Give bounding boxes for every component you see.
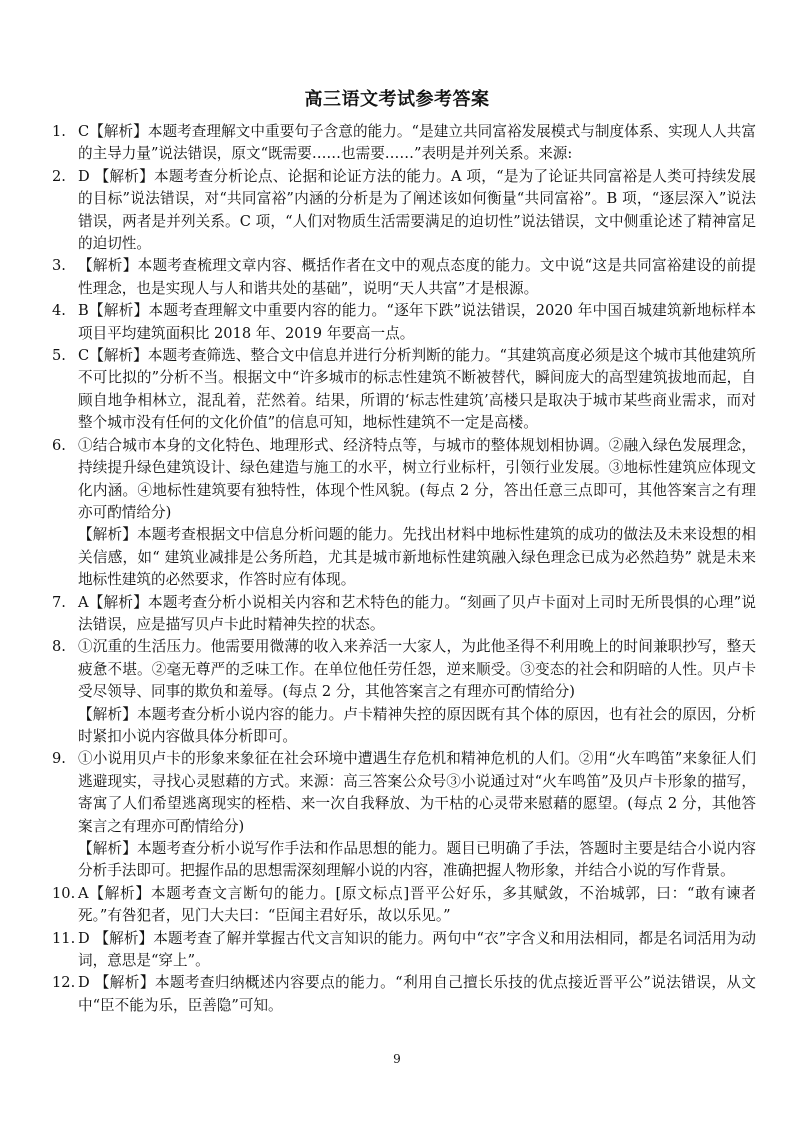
answer-text: ①小说用贝卢卡的形象来象征在社会环境中遭遇生存危机和精神危机的人们。②用“火车鸣笛”来象征人们逃避现实，寻找心灵慰藉的方式。来源：高三答案公众号③小说通过对“火车鸣笛”及贝卢卡形象的描写，寄寓了人们希望逃离现实的桎梏、来一次自我释放、为干枯的心灵带来慰藉的愿望。(每点 2 分，其他答案言之有理亦可酌情给分) [78, 750, 756, 835]
answer-text: D 【解析】本题考查了解并掌握古代文言知识的能力。两句中“衣”字含义和用法相同，都是名词活用为动词，意思是“穿上”。 [78, 929, 756, 970]
answer-text: ①结合城市本身的文化特色、地理形式、经济特点等，与城市的整体规划相协调。②融入绿色发展理念，持续提升绿色建筑设计、绿色建造与施工的水平，树立行业标杆，引领行业发展。③地标性建筑应体现文化内涵。④地标性建筑要有独特性，体现个性风貌。(每点 2 分，答出任意三点即可，其他答案言之有理亦可酌情给分) [78, 436, 756, 521]
answer-text: ①沉重的生活压力。他需要用微薄的收入来养活一大家人，为此他圣得不利用晚上的时间兼职抄写，整天疲惫不堪。②毫无尊严的乏味工作。在单位他任劳任怨，逆来顺受。③变态的社会和阴暗的人性。贝卢卡受尽领导、同事的欺负和羞辱。(每点 2 分，其他答案言之有理亦可酌情给分) [78, 638, 756, 701]
answer-item [44, 166, 756, 256]
answer-number: 8. [52, 638, 66, 656]
answer-explanation: 【解析】本题考查分析小说内容的能力。卢卡精神失控的原因既有其个体的原因，也有社会的原因，分析时紧扣小说内容做具体分析即可。 [78, 705, 756, 745]
answer-list [44, 121, 756, 1017]
answer-text: A【解析】本题考查分析小说相关内容和艺术特色的能力。“刻画了贝卢卡面对上司时无所畏惧的心理”说法错误，应是描写贝卢卡此时精神失控的状态。 [78, 593, 756, 633]
answer-number: 5. [52, 347, 66, 365]
answer-text: D 【解析】本题考查归纳概述内容要点的能力。“利用自己擅长乐技的优点接近晋平公”说法错误，从文中“臣不能为乐，臣善隐”可知。 [78, 974, 756, 1014]
answer-item [44, 121, 756, 166]
page-number: 9 [393, 1052, 401, 1066]
answer-item [44, 255, 756, 300]
answer-text: C【解析】本题考查理解文中重要句子含意的能力。“是建立共同富裕发展模式与制度体系、实现人人共富的主导力量”说法错误，原文“既需要……也需要……”表明是并列关系。来源: [78, 123, 756, 163]
answer-item [44, 883, 756, 928]
answer-text: 【解析】本题考查梳理文章内容、概括作者在文中的观点态度的能力。文中说“这是共同富裕建设的前提性理念，也是实现人与人和谐共处的基础”，说明“天人共富”才是根源。 [78, 257, 756, 297]
answer-number: 3. [52, 257, 66, 275]
answer-item [44, 972, 756, 1017]
answer-item [44, 435, 756, 592]
answer-number: 10. [52, 884, 76, 902]
answer-number: 12. [52, 974, 76, 992]
answer-number: 4. [52, 302, 66, 320]
answer-number: 11. [52, 929, 76, 947]
answer-text: C【解析】本题考查筛选、整合文中信息并进行分析判断的能力。“其建筑高度必须是这个城市其他建筑所不可比拟的”分析不当。根据文中“许多城市的标志性建筑不断被替代，瞬间庞大的高型建筑拔地而起，自顾自地争相林立，混乱着，茫然着。结果，所谓的‘标志性建筑’高楼只是取决于城市某些商业需求，而对整个城市没有任何的文化价值”的信息可知，地标性建筑不一定是高楼。 [78, 347, 756, 432]
answer-number: 7. [52, 593, 66, 611]
answer-item [44, 636, 756, 748]
answer-explanation: 【解析】本题考查分析小说写作手法和作品思想的能力。题目已明确了手法，答题时主要是结合小说内容分析手法即可。把握作品的思想需深刻理解小说的内容，准确把握人物形象，并结合小说的写作背景。 [78, 840, 756, 880]
answer-item [44, 345, 756, 435]
answer-text: B【解析】本题考查理解文中重要内容的能力。“逐年下跌”说法错误，2020 年中国百城建筑新地标样本项目平均建筑面积比 2018 年、2019 年要高一点。 [78, 302, 756, 342]
answer-number: 6. [52, 436, 66, 454]
answer-item [44, 748, 756, 882]
page-title: 高三语文考试参考答案 [304, 89, 490, 110]
answer-text: A【解析】本题考查文言断句的能力。[原文标点]晋平公好乐，多其赋敛，不治城郭，曰：“敢有谏者死。”有咎犯者，见门大夫曰：“臣闻主君好乐，故以乐见。” [78, 884, 756, 925]
answer-number: 1. [52, 123, 66, 140]
answer-explanation: 【解析】本题考查根据文中信息分析问题的能力。先找出材料中地标性建筑的成功的做法及未来设想的相关信感，如“ 建筑业减排是公务所趋，尤其是城市新地标性建筑融入绿色理念已成为必然趋势” 就是未来地标性建筑的必然要求，作答时应有体现。 [78, 526, 756, 589]
answer-number: 2. [52, 167, 66, 185]
answer-number: 9. [52, 750, 66, 768]
answer-item [44, 300, 756, 345]
answer-text: D 【解析】本题考查分析论点、论据和论证方法的能力。A 项，“是为了论证共同富裕是人类可持续发展的目标”说法错误，对“共同富裕”内涵的分析是为了阐述该如何衡量“共同富裕”。B 项，“逐层深入”说法错误，两者是并列关系。C 项，“人们对物质生活需要满足的迫切性”说法错误，文中侧重论述了精神富足的迫切性。 [78, 167, 756, 253]
answer-item [44, 928, 756, 973]
answer-item [44, 592, 756, 637]
